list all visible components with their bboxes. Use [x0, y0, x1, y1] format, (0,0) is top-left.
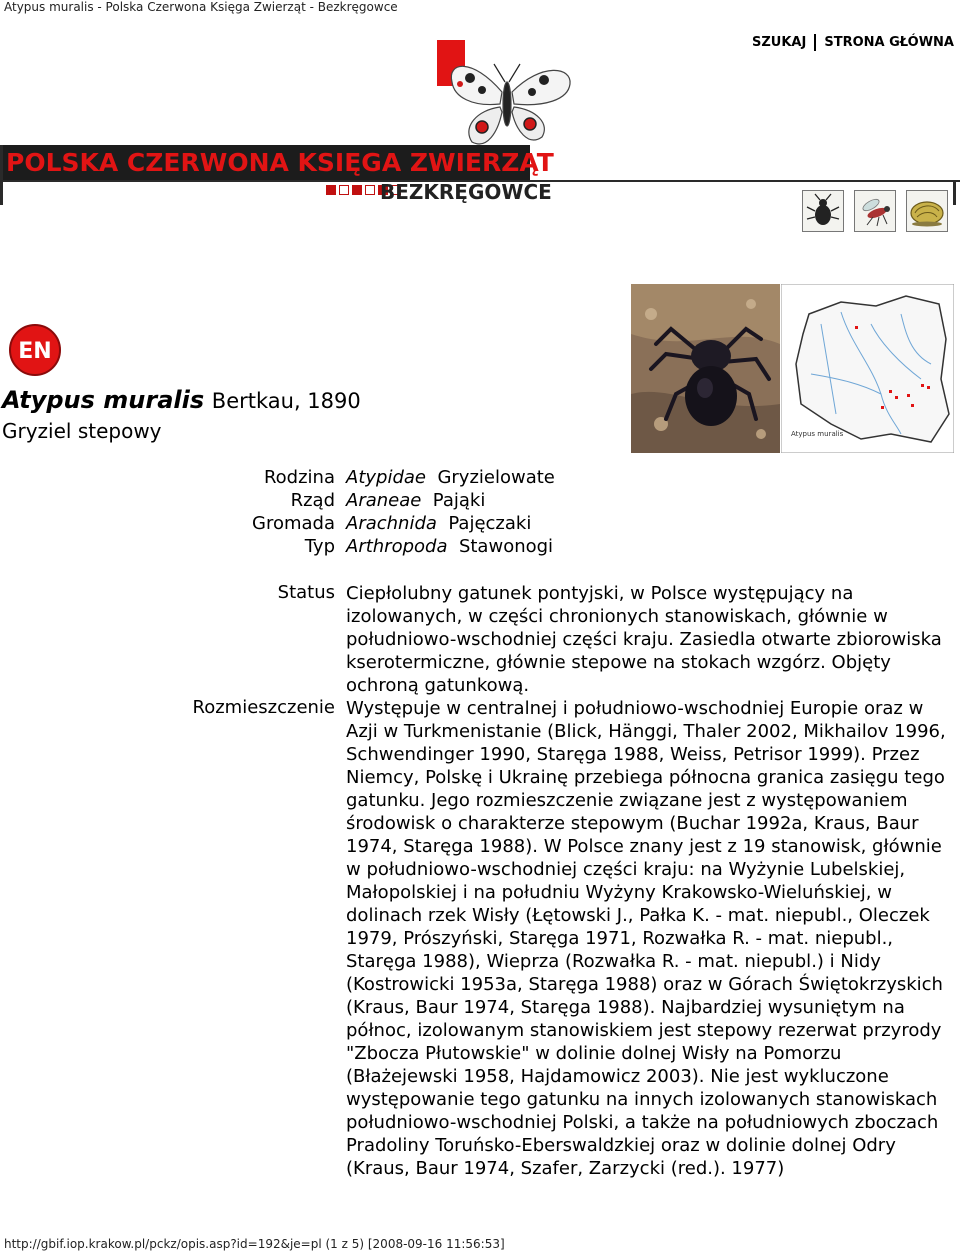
taxonomy-latin: Arthropoda — [346, 536, 448, 557]
taxonomy-label: Typ — [304, 536, 335, 557]
species-photo — [631, 284, 780, 453]
page-footer-url: http://gbif.iop.krakow.pl/pckz/opis.asp?id=192&je=pl (1 z 5) [2008-09-16 11:56:53] — [4, 1237, 505, 1251]
taxonomy-label: Gromada — [252, 513, 335, 534]
banner-right-tick — [953, 180, 956, 205]
banner-left-tick — [0, 145, 3, 205]
taxonomy-label: Rząd — [290, 490, 335, 511]
taxonomy-value — [346, 513, 531, 534]
fly-thumbnail[interactable] — [854, 190, 896, 232]
taxonomy-latin: Atypidae — [346, 467, 426, 488]
top-navigation — [752, 34, 954, 51]
taxonomy-row — [0, 536, 960, 559]
taxonomy-latin: Araneae — [346, 490, 422, 511]
taxonomy-polish: Pająki — [432, 490, 486, 511]
distribution-section — [0, 697, 960, 1179]
home-link[interactable]: STRONA GŁÓWNA — [824, 35, 954, 50]
status-text: Ciepłolubny gatunek pontyjski, w Polsce występujący na izolowanych, w części chronionych stanowiskach, głównie w południowo-wschodniej części kraju. Zasiedla otwarte zbiorowiska kserotermiczne, głównie stepowe na stokach wzgórz. Objęty ochroną gatunkową. — [346, 583, 942, 696]
species-common-name: Gryziel stepowy — [2, 419, 162, 443]
beetle-icon — [803, 191, 843, 231]
status-section — [0, 582, 960, 696]
taxonomy-polish: Gryzielowate — [437, 467, 555, 488]
taxonomy-row — [0, 490, 960, 513]
taxonomy-value — [346, 467, 555, 488]
category-thumbnails — [802, 190, 948, 232]
taxonomy-row — [0, 467, 960, 490]
status-label: Status — [277, 582, 335, 603]
taxonomy-label: Rodzina — [263, 467, 335, 488]
map-label: Atypus muralis — [791, 430, 844, 438]
distribution-label: Rozmieszczenie — [192, 697, 335, 718]
status-badge — [8, 323, 62, 377]
taxonomy-value — [346, 536, 553, 557]
document-title: Atypus muralis - Polska Czerwona Księga Zwierząt - Bezkręgowce — [4, 0, 398, 14]
species-heading — [2, 386, 361, 414]
taxonomy-row — [0, 513, 960, 536]
taxonomy-latin: Arachnida — [346, 513, 437, 534]
beetle-thumbnail[interactable] — [802, 190, 844, 232]
status-badge-label: EN — [18, 339, 52, 364]
distribution-text: Występuje w centralnej i południowo-wschodniej Europie oraz w Azji w Turkmenistanie (Blick, Hänggi, Thaler 2002, Mikhailov 1996, Schwendinger 1990, Staręga 1988, Weiss, Petrisor 1999). Przez Niemcy, Polskę i Ukrainę przebiega północna granica zasięgu tego gatunku. Jego rozmieszczenie związane jest z występowaniem środowisk o charakterze stepowym (Buchar 1992a, Kraus, Baur 1974, Staręga 1988). W Polsce znany jest z 19 stanowisk, głównie w południowo-wschodniej części kraju: na Wyżynie Lubelskiej, Małopolskiej i na południu Wyżyny Krakowsko-Wieluńskiej, w dolinach rzek Wisły (Łętowski J., Pałka K. - mat. niepubl., Oleczek 1979, Prószyński, Staręga 1971, Rozwałka R. - mat. niepubl., Staręga 1988), Wieprza (Rozwałka R. - mat. niepubl.) i Nidy (Kostrowicki 1953a, Staręga 1988) oraz w Górach Świętokrzyskich (Kraus, Baur 1974, Staręga 1988). Najbardziej wysuniętym na północ, izolowanym stanowiskiem jest stepowy rezerwat przyrody "Zbocza Płutowskie" w dolinie dolnej Wisły na Pomorzu (Błażejewski 1958, Hajdamowicz 2003). Nie jest wykluczone występowanie tego gatunku na innych izolowanych stanowiskach południowo-wschodniej Polski, a także na południowych zboczach Pradoliny Toruńsko-Eberswaldzkiej oraz w dolinie dolnej Odry (Kraus, Baur 1974, Szafer, Zarzycki (red.). 1977) — [346, 698, 946, 1179]
search-link[interactable]: SZUKAJ — [752, 35, 807, 50]
fly-icon — [855, 191, 895, 231]
taxonomy-value — [346, 490, 485, 511]
nav-separator — [814, 34, 816, 51]
taxonomy-polish: Stawonogi — [458, 536, 554, 557]
taxonomy-polish: Pajęczaki — [448, 513, 532, 534]
snail-icon — [907, 191, 947, 231]
banner-title: POLSKA CZERWONA KSIĘGA ZWIERZĄT — [6, 148, 554, 177]
banner-subtitle: BEZKRĘGOWCE — [380, 180, 552, 204]
butterfly-logo-icon — [432, 52, 582, 152]
species-latin-name: Atypus muralis — [2, 386, 205, 414]
species-author: Bertkau, 1890 — [211, 389, 361, 413]
distribution-map — [781, 284, 954, 453]
snail-thumbnail[interactable] — [906, 190, 948, 232]
